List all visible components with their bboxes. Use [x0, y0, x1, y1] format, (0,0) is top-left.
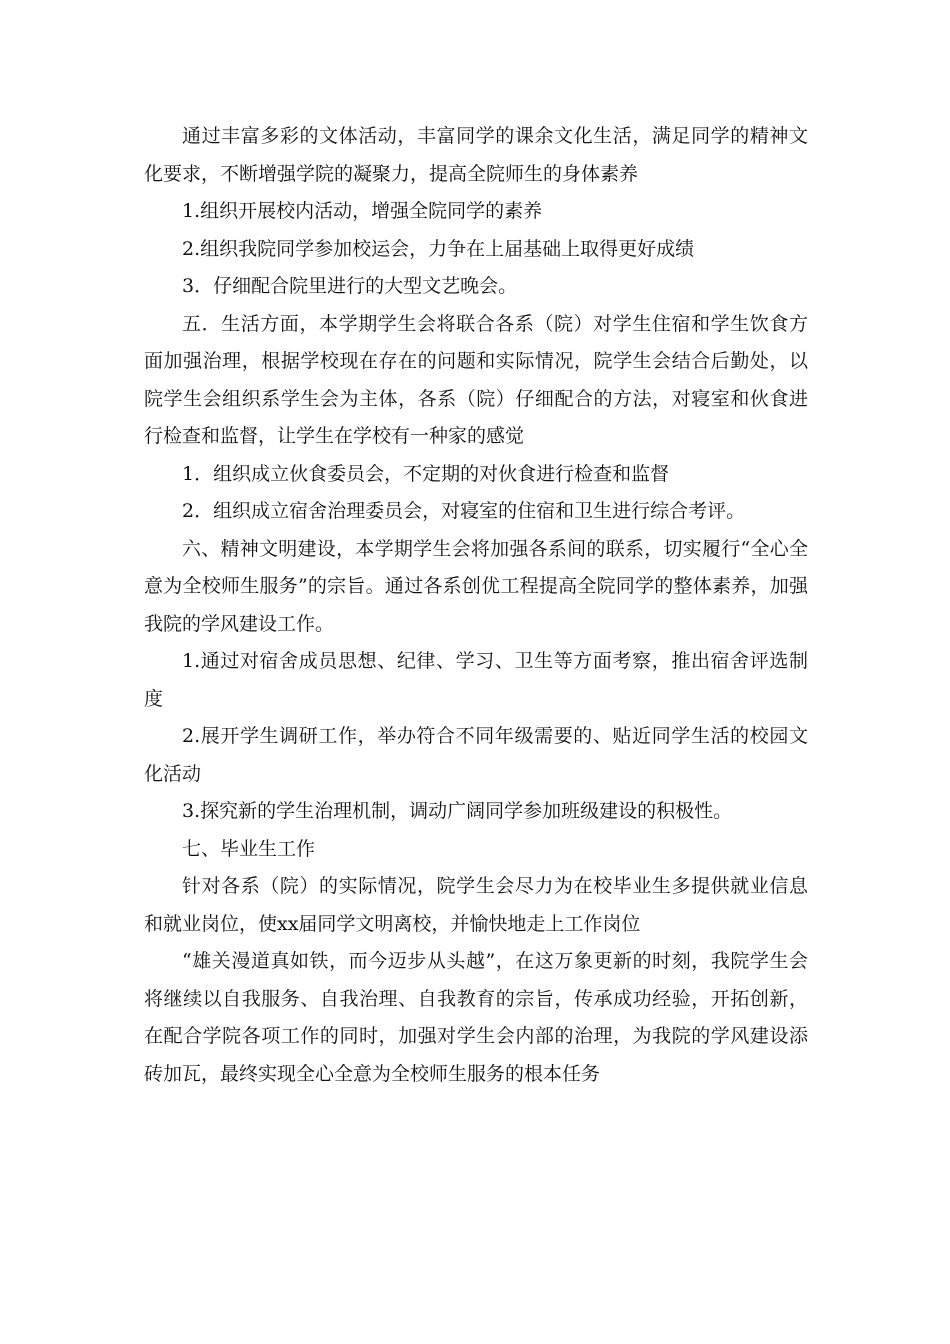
paragraph-item: 3．仔细配合院里进行的大型文艺晚会。	[182, 275, 518, 297]
paragraph-item: 2.展开学生调研工作，举办符合不同年级需要的、贴近同学生活的校园文化活动	[144, 725, 808, 785]
paragraph-graduates-detail: 针对各系（院）的实际情况，院学生会尽力为在校毕业生多提供就业信息和就业岗位，使xx届同学文明离校，并愉快地走上工作岗位	[144, 875, 808, 935]
paragraph-item: 1.通过对宿舍成员思想、纪律、学习、卫生等方面考察，推出宿舍评选制度	[144, 650, 808, 710]
paragraph-item: 1．组织成立伙食委员会，不定期的对伙食进行检查和监督	[182, 462, 670, 485]
paragraph-conclusion: “雄关漫道真如铁，而今迈步从头越”，在这万象更新的时刻，我院学生会将继续以自我服务、自我治理、自我教育的宗旨，传承成功经验，开拓创新，在配合学院各项工作的同时，加强对学生会内部的治理，为我院的学风建设添砖加瓦，最终实现全心全意为全校师生服务的根本任务	[144, 950, 808, 1085]
paragraph-item: 2.组织我院同学参加校运会，力争在上届基础上取得更好成绩	[182, 237, 695, 260]
paragraph-item: 2．组织成立宿舍治理委员会，对寝室的住宿和卫生进行综合考评。	[182, 500, 746, 522]
paragraph-section-graduates: 七、毕业生工作	[182, 837, 316, 860]
document-page	[144, 118, 808, 1093]
paragraph-item: 1.组织开展校内活动，增强全院同学的素养	[182, 200, 543, 222]
paragraph-section-life: 五．生活方面，本学期学生会将联合各系（院）对学生住宿和学生饮食方面加强治理，根据学校现在存在的问题和实际情况，院学生会结合后勤处，以院学生会组织系学生会为主体，各系（院）仔细配合的方法，对寝室和伙食进行检查和监督，让学生在学校有一种家的感觉	[144, 312, 808, 447]
paragraph-item: 3.探究新的学生治理机制，调动广阔同学参加班级建设的积极性。	[182, 800, 733, 822]
paragraph-section-civilization: 六、精神文明建设，本学期学生会将加强各系间的联系，切实履行“全心全意为全校师生服务”的宗旨。通过各系创优工程提高全院同学的整体素养，加强我院的学风建设工作。	[144, 537, 808, 635]
paragraph-intro: 通过丰富多彩的文体活动，丰富同学的课余文化生活，满足同学的精神文化要求，不断增强学院的凝聚力，提高全院师生的身体素养	[144, 125, 808, 185]
